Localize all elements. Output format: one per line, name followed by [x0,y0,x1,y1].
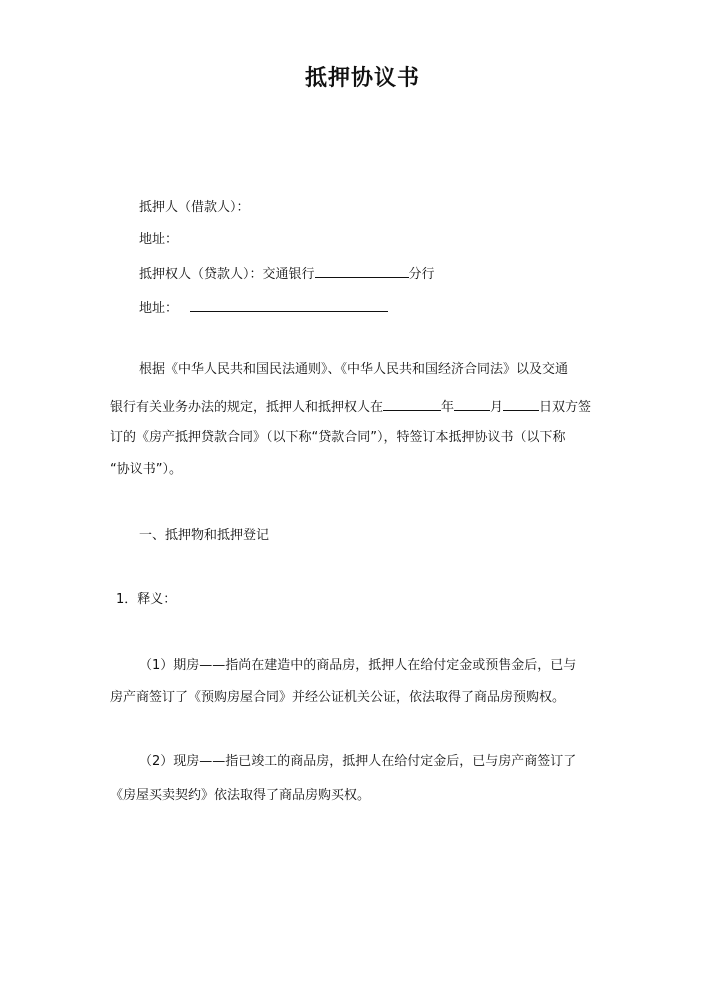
section-1-heading: 一、抵押物和抵押登记 [139,528,270,543]
address-blank [190,297,388,312]
document-title: 抵押协议书 [304,66,420,91]
preamble-line-2 [110,396,591,418]
day-blank [503,396,539,411]
para-2-line-1: （2）现房——指已竣工的商品房，抵押人在给付定金后，已与房产商签订了 [139,754,577,769]
preamble-line-2-prefix: 银行有关业务办法的规定，抵押人和抵押权人在 [110,400,384,415]
preamble-line-4: “协议书”）。 [110,462,182,477]
mortgagee-address-line [139,297,388,319]
mortgagee-line [139,263,435,285]
month-label: 月 [490,400,504,415]
mortgagee-address-label: 地址： [139,301,179,316]
item-1-heading: 1．释义： [116,592,177,607]
para-1-line-2: 房产商签订了《预购房屋合同》并经公证机关公证，依法取得了商品房预购权。 [110,690,566,705]
para-2-line-2: 《房屋买卖契约》依法取得了商品房购买权。 [110,788,371,803]
para-1-line-1: （1）期房——指尚在建造中的商品房，抵押人在给付定金或预售金后，已与 [139,658,577,673]
year-label: 年 [441,400,455,415]
day-suffix: 日双方签 [539,400,592,415]
mortgagor-label: 抵押人（借款人）： [139,200,250,215]
branch-blank [315,263,409,278]
mortgagor-address-label: 地址： [139,232,179,247]
preamble-line-1: 根据《中华人民共和国民法通则》、《中华人民共和国经济合同法》以及交通 [139,362,569,377]
preamble-line-3: 订的《房产抵押贷款合同》（以下称“贷款合同”），特签订本抵押协议书（以下称 [110,430,566,445]
mortgagee-suffix: 分行 [408,267,435,282]
month-blank [454,396,490,411]
year-blank [383,396,441,411]
mortgagee-label: 抵押权人（贷款人）：交通银行 [139,267,315,282]
